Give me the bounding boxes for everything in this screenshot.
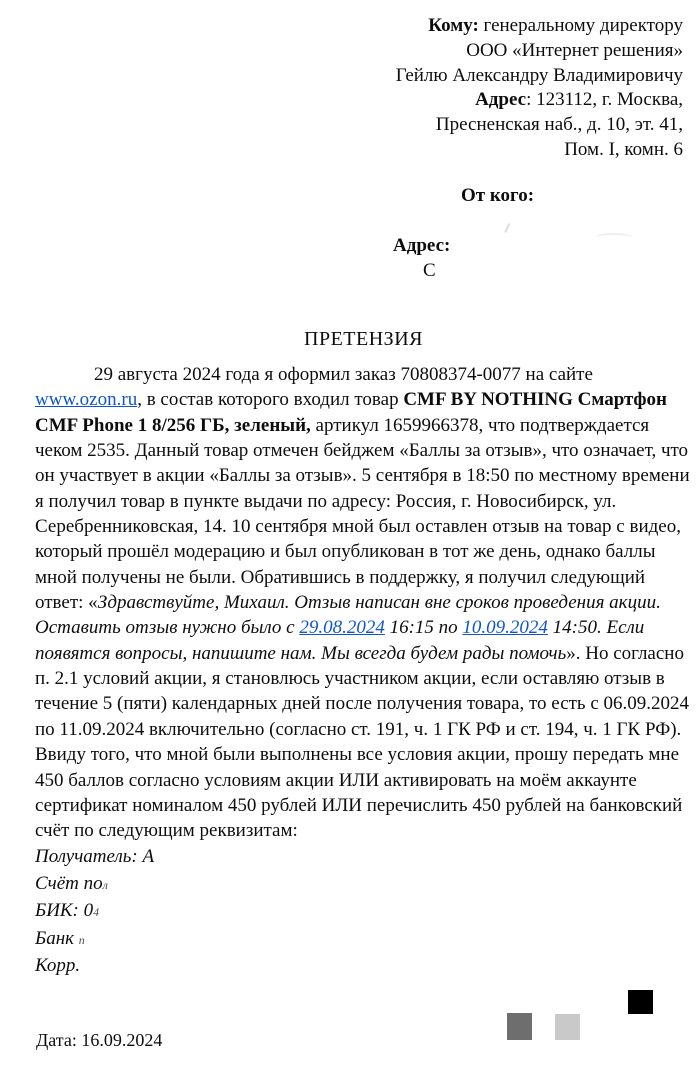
to-rest: генеральному директору [478, 15, 683, 36]
erased-text-artifact [595, 233, 633, 242]
sender-partial-char: С [423, 260, 436, 281]
requisite-erased-fragment: л [102, 877, 108, 892]
requisite-erased-fragment: 4 [93, 905, 100, 920]
recipient-line-room: Пом. I, комн. 6 [564, 138, 683, 160]
recipient-line-street: Пресненская наб., д. 10, эт. 41, [435, 114, 683, 136]
recipient-line-person: Гейлю Александру Владимировичу [395, 64, 683, 86]
requisite-corr [35, 953, 692, 980]
recipient-line-company: ООО «Интернет решения» [466, 39, 683, 61]
document-body [35, 362, 692, 980]
requisite-text: Корр. [35, 954, 81, 976]
support-quote-run: 16:15 по [384, 617, 463, 639]
document-title: ПРЕТЕНЗИЯ [304, 328, 423, 350]
light-gray-square [555, 1014, 580, 1040]
requisite-bank [35, 926, 692, 953]
body-text-run: ». Но согласно п. 2.1 условий акции, я становлюсь участником акции, если оставляю отзыв в течение 5 (пяти) календарных дней после получения товара, то есть с 06.09.2024 по 11.09.2024 включительно (согласно ст. 191, ч. 1 ГК РФ и ст. 194, ч. 1 ГК РФ). Ввиду того, что мной были выполнены все условия акции, прошу передать мне 450 баллов согласно условиям акции ИЛИ активировать на моём аккаунте сертификат номиналом 450 рублей ИЛИ перечислить 450 рублей на банковский счёт по следующим реквизитам: [35, 642, 690, 842]
sender-address-label: Адрес: [393, 235, 451, 256]
erased-text-artifact [504, 223, 514, 235]
address-label: Адрес [475, 89, 527, 111]
recipient-line-address [396, 88, 683, 113]
to-label: Кому: [428, 15, 479, 36]
requisite-text: БИК: 0 [35, 900, 94, 922]
body-text-run: артикул 1659966378, что подтверждается чеком 2535. Данный товар отмечен бейджем «Баллы за отзыв», что означает, что он участвует в акции «Баллы за отзыв». 5 сентября в 18:50 по местному времени я получил товар в пункте выдачи по адресу: Россия, г. Новосибирск, ул. Серебренниковская, 14. 10 сентября мной был оставлен отзыв на товар с видео, который прошёл модерацию и был опубликован в тот же день, однако баллы мной получены не были. Обратившись в поддержку, я получил следующий ответ: « [35, 414, 690, 614]
recipient-line-to [396, 14, 683, 39]
support-quote-run: 14:50. Если появятся вопросы, напишите нам. Мы всегда будем рады помочь [35, 617, 645, 664]
dark-gray-square [507, 1013, 532, 1040]
support-quote-run: Здравствуйте, Михаил. Отзыв написан вне сроков проведения акции. Оставить отзыв нужно было с [35, 592, 661, 639]
requisite-bik [35, 898, 692, 925]
date-link-start[interactable]: 29.08.2024 [299, 617, 385, 639]
recipient-address-block [396, 14, 683, 163]
bank-requisites [35, 844, 692, 981]
requisite-text: Банк [35, 927, 79, 949]
requisite-account [35, 871, 692, 898]
requisite-text: Получатель: А [35, 845, 155, 867]
date-link-end[interactable]: 10.09.2024 [462, 617, 548, 639]
address-rest: : 123112, г. Москва, [526, 89, 683, 111]
claim-paragraph [35, 362, 692, 844]
black-square [628, 990, 653, 1014]
requisite-text: Счёт по [35, 872, 103, 894]
document-date: Дата: 16.09.2024 [36, 1030, 163, 1050]
ozon-site-link[interactable]: www.ozon.ru [35, 389, 138, 411]
body-text-run: 29 августа 2024 года я оформил заказ 70808374-0077 на сайте [94, 364, 593, 385]
requisite-erased-fragment: п [78, 932, 85, 947]
requisite-recipient [35, 844, 692, 871]
product-name-bold: CMF BY NOTHING Смартфон CMF Phone 1 8/256 ГБ, зеленый, [35, 389, 667, 436]
sender-from-label: От кого: [461, 185, 535, 206]
body-text-run: , в состав которого входил товар [137, 389, 404, 411]
